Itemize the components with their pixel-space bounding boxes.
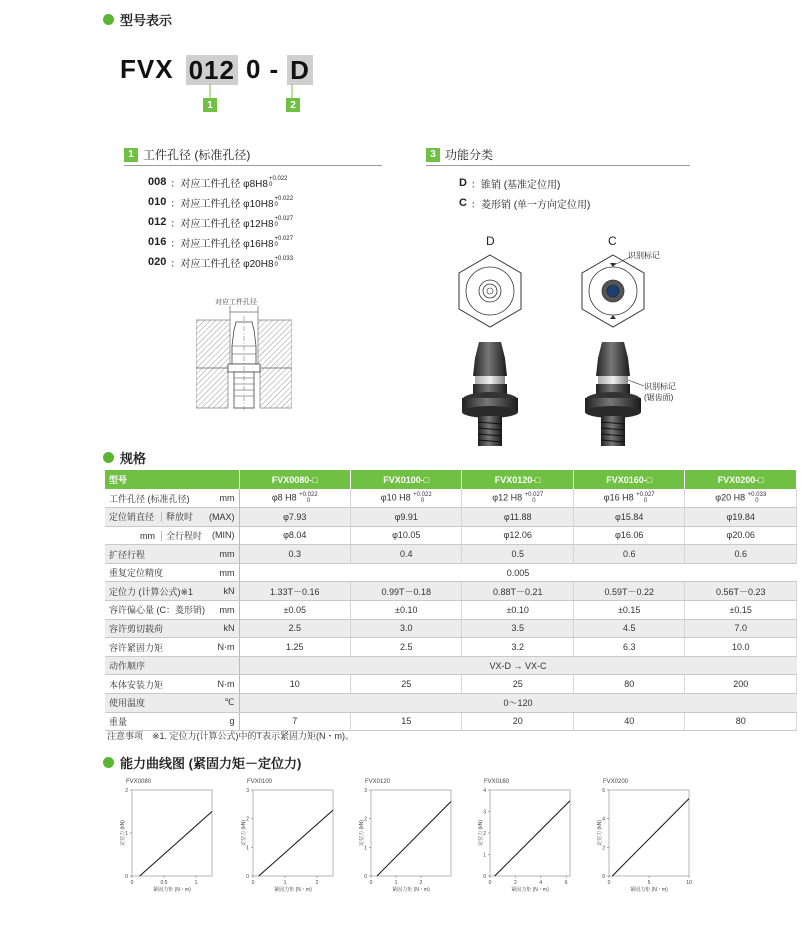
model-func-code: D xyxy=(287,55,313,85)
spec-cell: 20 xyxy=(462,712,573,731)
spec-cell: 1.25 xyxy=(239,638,350,657)
spec-cell: ±0.15 xyxy=(685,601,797,620)
chart-ytick-label: 3 xyxy=(364,788,367,794)
spec-cell: φ16.06 xyxy=(573,526,684,545)
green-bullet-icon xyxy=(103,14,114,25)
spec-row-unit: mm xyxy=(205,489,239,508)
spec-row-label: 重复定位精度 xyxy=(105,563,205,582)
spec-cell: φ20.06 xyxy=(685,526,797,545)
bore-item: 010 ： 对应工件孔径 φ10H8 +0.022 0 xyxy=(148,196,294,210)
spec-row xyxy=(105,638,797,657)
model-code xyxy=(120,54,313,85)
capacity-chart xyxy=(478,776,578,897)
chart-xtick-label: 1 xyxy=(283,880,287,886)
spec-cell: φ16 H8 +0.027 0 xyxy=(573,489,684,508)
green-bullet-icon xyxy=(103,757,114,768)
chart-ylabel: 定位力 (kN) xyxy=(478,820,484,846)
spec-cell: 0.99T－0.18 xyxy=(351,582,462,601)
spec-cell: 0.56T－0.23 xyxy=(685,582,797,601)
chart-ytick-label: 1 xyxy=(125,831,128,837)
spec-row-unit: mm xyxy=(205,545,239,564)
chart-xtick-label: 0 xyxy=(130,880,134,886)
c-mark-label: 识别标记 xyxy=(628,251,660,260)
chart-ytick-label: 3 xyxy=(246,788,249,794)
chart-ytick-label: 4 xyxy=(483,788,486,794)
chart-title: FVX0080 xyxy=(126,779,152,785)
spec-row-label: 容许偏心量 (C：菱形销) xyxy=(105,601,205,620)
chart-title: FVX0100 xyxy=(247,779,273,785)
model-digit: 0 xyxy=(245,54,262,84)
bore-divider xyxy=(124,165,382,166)
model-dash: - xyxy=(269,54,280,84)
chart-ytick-label: 1 xyxy=(364,845,367,852)
chart-xlabel: 紧固力矩 (N・m) xyxy=(274,887,312,893)
spec-cell: 2.5 xyxy=(351,638,462,657)
spec-row-unit: mm xyxy=(205,601,239,620)
spec-cell: 25 xyxy=(462,675,573,694)
spec-row-label: 容许剪切载荷 xyxy=(105,619,205,638)
chart-ytick-label: 0 xyxy=(483,874,486,880)
chart-xtick-label: 0.5 xyxy=(160,880,168,886)
chart-xtick-label: 0 xyxy=(369,880,373,886)
spec-cell: 7.0 xyxy=(685,619,797,638)
chart-xtick-label: 5 xyxy=(647,880,651,886)
spec-cell: 3.0 xyxy=(351,619,462,638)
spec-cell: 200 xyxy=(685,675,797,694)
spec-cell: ±0.10 xyxy=(351,601,462,620)
spec-cell: VX-D → VX-C xyxy=(239,656,796,675)
c-pin-top-view xyxy=(578,251,648,331)
capacity-chart xyxy=(359,776,459,897)
chart-xlabel: 紧固力矩 (N・m) xyxy=(511,887,549,893)
chart-ytick-label: 2 xyxy=(125,788,128,794)
spec-cell: 0.5 xyxy=(462,545,573,564)
spec-row-label: 动作顺序 xyxy=(105,656,205,675)
spec-row-label: 扩径行程 xyxy=(105,545,205,564)
chart-ylabel: 定位力 (kN) xyxy=(241,820,247,846)
spec-row xyxy=(105,601,797,620)
spec-cell: φ20 H8 +0.033 0 xyxy=(685,489,797,508)
spec-cell: 4.5 xyxy=(573,619,684,638)
chart-xtick-label: 0 xyxy=(488,880,492,886)
chart-xlabel: 紧固力矩 (N・m) xyxy=(630,887,668,893)
chart-plot-frame xyxy=(490,790,570,876)
chart-xtick-label: 1 xyxy=(194,880,198,886)
spec-cell: φ7.93 xyxy=(239,508,350,527)
capacity-chart-svg xyxy=(597,776,697,894)
spec-row-unit: kN xyxy=(205,582,239,601)
spec-table-wrap xyxy=(105,470,797,731)
spec-cell: 0.6 xyxy=(573,545,684,564)
chart-ytick-label: 0 xyxy=(364,874,367,880)
spec-header-row: 型号 FVX0080-□ FVX0100-□ FVX0120-□ FVX0160-□ FVX0200-□ xyxy=(105,470,797,489)
spec-row xyxy=(105,545,797,564)
spec-cell: 0.59T－0.22 xyxy=(573,582,684,601)
chart-ytick-label: 4 xyxy=(602,816,605,823)
spec-cell: 10.0 xyxy=(685,638,797,657)
chart-ytick-label: 2 xyxy=(483,831,486,837)
chart-xtick-label: 4 xyxy=(539,880,543,886)
bore-item: 020 ： 对应工件孔径 φ20H8 +0.033 0 xyxy=(148,256,294,270)
func-divider xyxy=(426,165,690,166)
spec-row xyxy=(105,563,797,582)
spec-cell: 80 xyxy=(685,712,797,731)
spec-row-label: 重量 xyxy=(105,712,205,731)
spec-row-unit xyxy=(205,656,239,675)
capacity-chart xyxy=(120,776,220,897)
spec-cell: φ11.88 xyxy=(462,508,573,527)
spec-cell: φ15.84 xyxy=(573,508,684,527)
capacity-chart-svg xyxy=(241,776,341,894)
c-pin-product-photo xyxy=(578,340,648,450)
chart-xtick-label: 1 xyxy=(394,880,398,886)
chart-ytick-label: 1 xyxy=(483,852,486,859)
spec-cell: φ10.05 xyxy=(351,526,462,545)
spec-row-label: 容许紧固力矩 xyxy=(105,638,205,657)
chart-xtick-label: 6 xyxy=(564,880,568,886)
spec-cell: 0.6 xyxy=(685,545,797,564)
chart-ytick-label: 0 xyxy=(602,874,605,880)
spec-cell: 6.3 xyxy=(573,638,684,657)
spec-cell: 10 xyxy=(239,675,350,694)
model-tag-2: 2 xyxy=(286,98,300,112)
spec-cell: 0.3 xyxy=(239,545,350,564)
chart-ytick-label: 3 xyxy=(483,809,486,816)
chart-xtick-label: 10 xyxy=(686,880,692,886)
chart-xlabel: 紧固力矩 (N・m) xyxy=(392,887,430,893)
spec-cell: 25 xyxy=(351,675,462,694)
bore-item: 008 ： 对应工件孔径 φ8H8 +0.022 0 xyxy=(148,176,288,190)
spec-cell: 0.88T－0.21 xyxy=(462,582,573,601)
chart-ytick-label: 2 xyxy=(602,845,605,852)
spec-cell: 3.5 xyxy=(462,619,573,638)
spec-row-unit: (MAX) xyxy=(205,508,239,527)
model-tag-1: 1 xyxy=(203,98,217,112)
chart-xtick-label: 2 xyxy=(419,880,423,886)
spec-row-unit: g xyxy=(205,712,239,731)
chart-ylabel: 定位力 (kN) xyxy=(359,820,365,846)
bore-diagram-label: 对应工件孔径 xyxy=(215,299,257,306)
chart-title: FVX0160 xyxy=(484,779,510,785)
spec-cell: φ12 H8 +0.027 0 xyxy=(462,489,573,508)
func-list xyxy=(459,173,590,213)
spec-row-unit: mm xyxy=(205,563,239,582)
chart-plot-frame xyxy=(132,790,212,876)
spec-cell: 0～120 xyxy=(239,694,796,713)
spec-row xyxy=(105,694,797,713)
capacity-chart-svg xyxy=(120,776,220,894)
spec-row xyxy=(105,508,797,527)
spec-row-label: 工件孔径 (标准孔径) xyxy=(105,489,205,508)
chart-ytick-label: 1 xyxy=(246,845,249,852)
spec-row xyxy=(105,656,797,675)
bore-item: 016 ： 对应工件孔径 φ16H8 +0.027 0 xyxy=(148,236,294,250)
func-item: D ： 锥销 (基准定位用) xyxy=(459,177,561,191)
model-section-title: 型号表示 xyxy=(103,10,172,29)
chart-xtick-label: 0 xyxy=(607,880,611,886)
spec-row xyxy=(105,489,797,508)
spec-row-unit: (MIN) xyxy=(205,526,239,545)
spec-row-unit: N·m xyxy=(205,638,239,657)
spec-row-label: 定位销直径 释放时 xyxy=(105,508,205,527)
chart-ytick-label: 6 xyxy=(602,788,605,794)
spec-row xyxy=(105,582,797,601)
spec-row xyxy=(105,712,797,731)
model-prefix: FVX xyxy=(120,54,174,84)
spec-cell: ±0.15 xyxy=(573,601,684,620)
bore-item: 012 ： 对应工件孔径 φ12H8 +0.027 0 xyxy=(148,216,294,230)
spec-note: 注意事项 ※1. 定位力(计算公式)中的T表示紧固力矩(N・m)。 xyxy=(107,731,355,741)
chart-ytick-label: 0 xyxy=(125,874,128,880)
spec-row-label: 定位力 (计算公式)※1 xyxy=(105,582,205,601)
spec-row-unit: kN xyxy=(205,619,239,638)
func-item: C ： 菱形销 (单一方向定位用) xyxy=(459,197,591,211)
spec-cell: 80 xyxy=(573,675,684,694)
spec-cell: 2.5 xyxy=(239,619,350,638)
spec-row-unit: N·m xyxy=(205,675,239,694)
chart-ylabel: 定位力 (kN) xyxy=(120,820,126,846)
spec-cell: 7 xyxy=(239,712,350,731)
chart-title: FVX0120 xyxy=(365,779,391,785)
spec-cell: 0.005 xyxy=(239,563,796,582)
curves-section-title: 能力曲线图 (紧固力矩－定位力) xyxy=(103,753,301,772)
d-pin-product-photo xyxy=(455,340,525,450)
d-pin-top-view xyxy=(455,251,525,331)
spec-cell: φ9.91 xyxy=(351,508,462,527)
spec-cell: φ8 H8 +0.022 0 xyxy=(239,489,350,508)
chart-ytick-label: 2 xyxy=(246,816,249,823)
spec-cell: ±0.05 xyxy=(239,601,350,620)
spec-row xyxy=(105,619,797,638)
spec-row-label: 使用温度 xyxy=(105,694,205,713)
chart-ylabel: 定位力 (kN) xyxy=(597,820,603,846)
spec-row xyxy=(105,675,797,694)
chart-plot-frame xyxy=(609,790,689,876)
spec-cell: φ10 H8 +0.022 0 xyxy=(351,489,462,508)
chart-xtick-label: 2 xyxy=(514,880,517,886)
spec-cell: ±0.10 xyxy=(462,601,573,620)
chart-xtick-label: 0 xyxy=(251,880,255,886)
spec-cell: φ19.84 xyxy=(685,508,797,527)
chart-ytick-label: 2 xyxy=(364,816,367,823)
chart-title: FVX0200 xyxy=(603,779,629,785)
spec-section-title: 规格 xyxy=(103,448,146,467)
func-label-d: D xyxy=(486,234,495,248)
capacity-chart xyxy=(597,776,697,897)
func-section-title: 3 功能分类 xyxy=(426,146,493,163)
spec-row xyxy=(105,526,797,545)
capacity-chart xyxy=(241,776,341,897)
chart-plot-frame xyxy=(253,790,333,876)
bore-list xyxy=(148,172,293,272)
capacity-chart-svg xyxy=(478,776,578,894)
spec-cell: 1.33T－0.16 xyxy=(239,582,350,601)
spec-cell: 40 xyxy=(573,712,684,731)
c-mark-callout: 识别标记 (锯齿面) xyxy=(644,382,676,402)
bore-section-title: 1 工件孔径 (标准孔径) xyxy=(124,146,250,163)
spec-row-unit: ℃ xyxy=(205,694,239,713)
spec-cell: 15 xyxy=(351,712,462,731)
chart-xlabel: 紧固力矩 (N・m) xyxy=(153,887,191,893)
spec-cell: 3.2 xyxy=(462,638,573,657)
spec-cell: φ8.04 xyxy=(239,526,350,545)
spec-table xyxy=(105,470,797,731)
spec-cell: φ12.06 xyxy=(462,526,573,545)
spec-row-label: mm 全行程时 xyxy=(105,526,205,545)
chart-xtick-label: 2 xyxy=(315,880,319,886)
func-label-c: C xyxy=(608,234,617,248)
spec-cell: 0.4 xyxy=(351,545,462,564)
bore-cross-section-diagram xyxy=(196,306,292,410)
model-bore-code: 012 xyxy=(186,55,238,85)
spec-row-label: 本体安装力矩 xyxy=(105,675,205,694)
green-bullet-icon xyxy=(103,452,114,463)
chart-ytick-label: 0 xyxy=(246,874,249,880)
capacity-chart-svg xyxy=(359,776,459,894)
chart-plot-frame xyxy=(371,790,451,876)
